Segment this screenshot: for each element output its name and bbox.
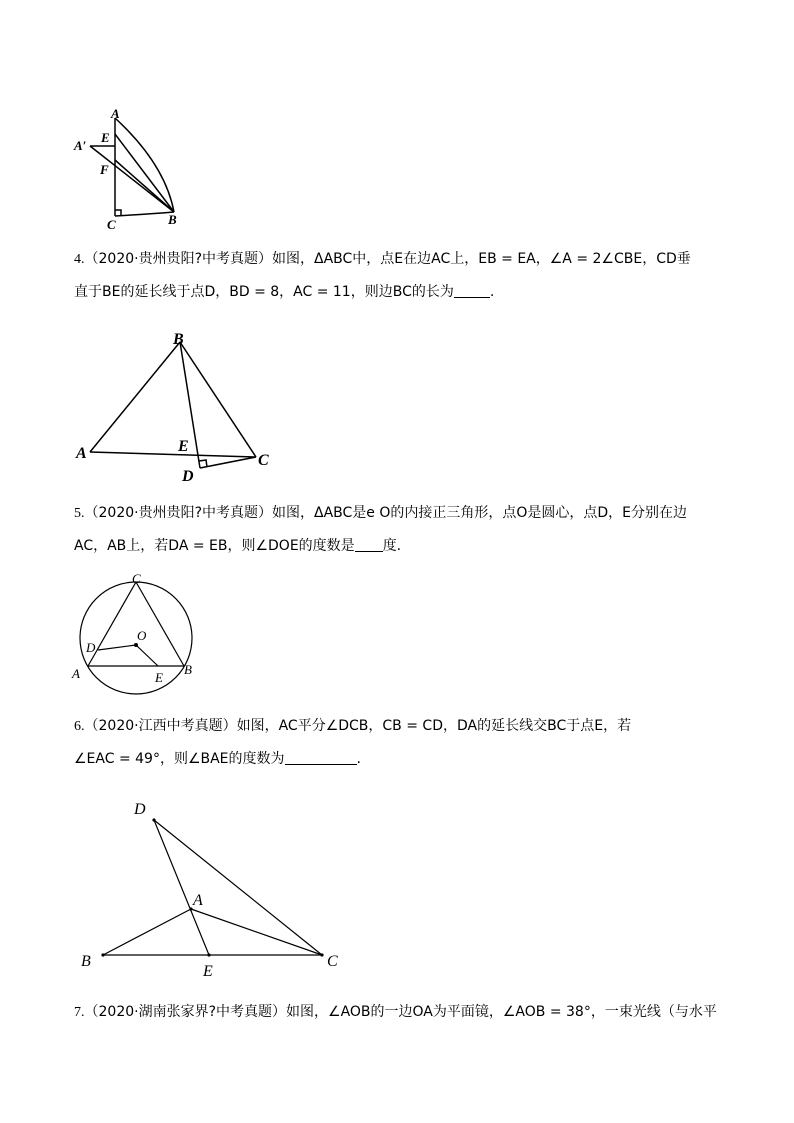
question-6: 6.（2020·江西中考真题）如图，AC平分∠DCB，CB = CD，DA的延长线交BC于点E，若 ∠EAC = 49°，则∠BAE的度数为 . [74, 718, 632, 767]
question-source: （2020·贵州贵阳?中考真题） [84, 505, 273, 521]
answer-blank[interactable] [355, 537, 383, 552]
answer-blank[interactable] [454, 283, 490, 298]
label-B: B [168, 212, 177, 227]
label-A: A [72, 666, 80, 681]
question-text: 如图，∠AOB的一边OA为平面镜，∠AOB = 38°，一束光线（与水平 [286, 1004, 717, 1020]
figure-q6 [76, 794, 356, 984]
answer-blank[interactable] [285, 750, 357, 765]
question-text: 如图，ΔABC中，点E在边AC上，EB = EA，∠A = 2∠CBE，CD垂 [272, 251, 691, 267]
question-text: 如图，AC平分∠DCB，CB = CD，DA的延长线交BC于点E，若 [236, 718, 632, 734]
label-E: E [178, 438, 189, 455]
question-4: 4.（2020·贵州贵阳?中考真题）如图，ΔABC中，点E在边AC上，EB = EA，∠A = 2∠CBE，CD垂 直于BE的延长线于点D，BD = 8，AC = 11，则边BC的长为 . [74, 251, 691, 300]
question-number: 4. [74, 252, 85, 267]
label-O: O [137, 628, 147, 643]
question-text: 直于BE的延长线于点D，BD = 8，AC = 11，则边BC的长为 [74, 284, 454, 300]
label-A-prime: A′ [74, 138, 87, 153]
label-C: C [258, 452, 269, 469]
label-F: F [100, 162, 109, 177]
question-number: 7. [74, 1005, 85, 1020]
label-C: C [107, 217, 116, 232]
figure-q4 [72, 330, 282, 490]
label-D: D [86, 640, 96, 655]
question-source: （2020·江西中考真题） [84, 718, 237, 734]
question-text: AC，AB上，若DA = EB，则∠DOE的度数是 [74, 538, 355, 554]
question-5: 5.（2020·贵州贵阳?中考真题）如图，ΔABC是e O的内接正三角形，点O是圆心，点D，E分别在边 AC，AB上，若DA = EB，则∠DOE的度数是 度. [74, 505, 688, 554]
question-number: 6. [74, 719, 85, 734]
label-B: B [184, 662, 192, 677]
label-B: B [173, 331, 184, 348]
question-7 [74, 996, 724, 1029]
label-E: E [155, 670, 163, 685]
question-source: （2020·湖南张家界?中考真题） [84, 1004, 287, 1020]
label-C: C [327, 953, 338, 970]
figure-q5 [66, 566, 206, 696]
question-text: 如图，ΔABC是e O的内接正三角形，点O是圆心，点D，E分别在边 [272, 505, 688, 521]
figure-q3 [70, 104, 190, 232]
label-D: D [134, 801, 146, 818]
label-B: B [81, 953, 91, 970]
label-D: D [182, 468, 194, 485]
label-C: C [132, 571, 141, 586]
label-E: E [203, 963, 213, 980]
label-A: A [76, 445, 87, 462]
question-source: （2020·贵州贵阳?中考真题） [84, 251, 273, 267]
question-number: 5. [74, 506, 85, 521]
label-A: A [193, 892, 203, 909]
label-E: E [101, 130, 110, 145]
label-A: A [111, 106, 120, 121]
question-text: ∠EAC = 49°，则∠BAE的度数为 [74, 751, 285, 767]
